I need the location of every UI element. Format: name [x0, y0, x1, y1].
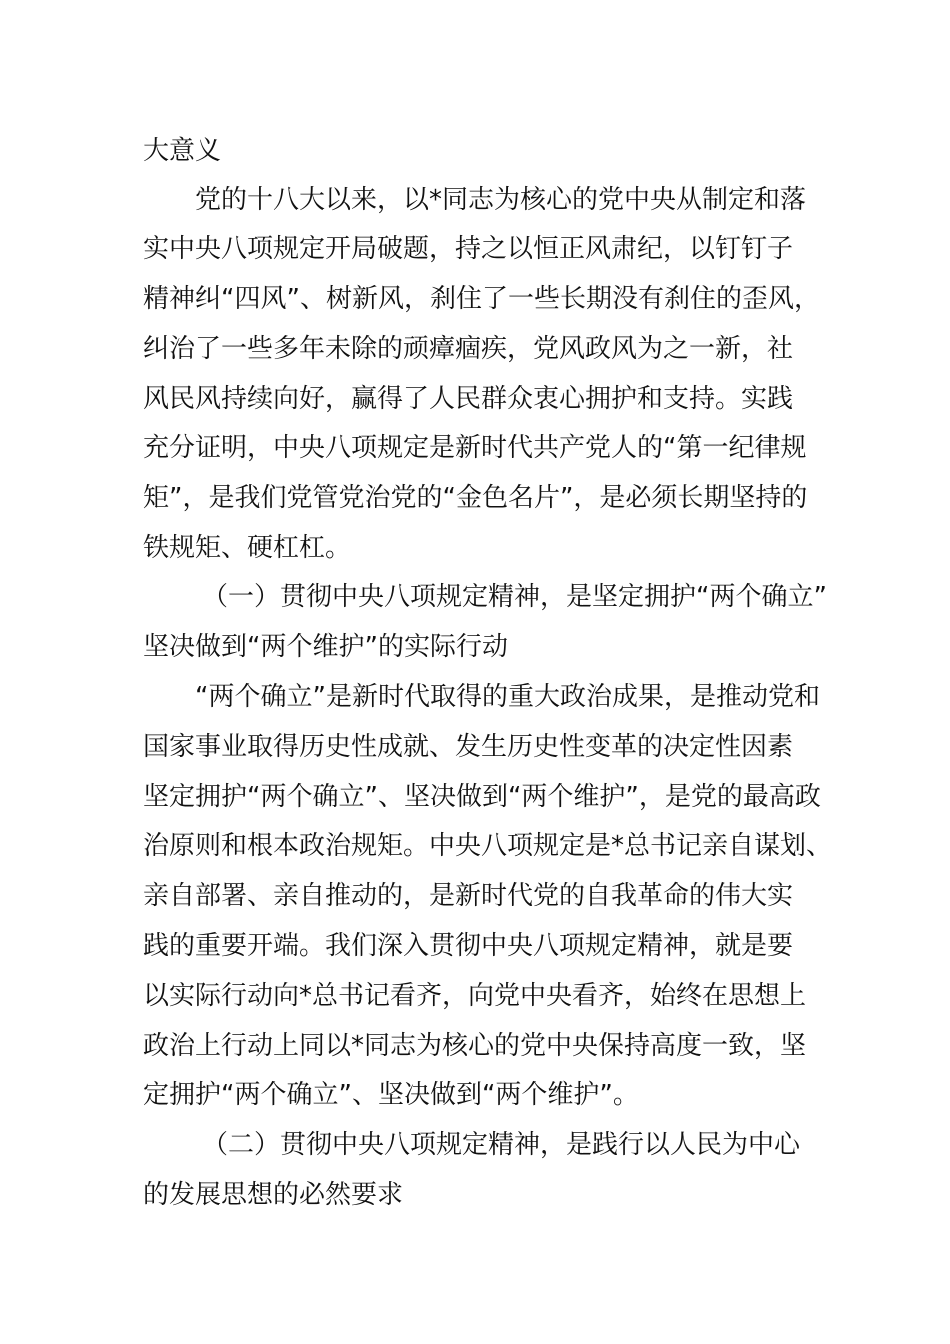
- text-line-9: 铁规矩、硬杠杠。: [143, 533, 352, 563]
- section-heading-2-line-2: 的发展思想的必然要求: [143, 1180, 404, 1210]
- section-heading-1-line-2: 坚决做到“两个维护”的实际行动: [143, 632, 508, 662]
- text-line-13: 国家事业取得历史性成就、发生历史性变革的决定性因素: [143, 732, 794, 762]
- text-line-8: 矩”，是我们党管党治党的“金色名片”，是必须长期坚持的: [143, 483, 808, 513]
- text-line-2: 党的十八大以来，以*同志为核心的党中央从制定和落: [195, 185, 807, 215]
- text-line-16: 亲自部署、亲自推动的，是新时代党的自我革命的伟大实: [143, 881, 794, 911]
- text-line-15: 治原则和根本政治规矩。中央八项规定是*总书记亲自谋划、: [143, 831, 833, 861]
- text-line-6: 风民风持续向好，赢得了人民群众衷心拥护和支持。实践: [143, 384, 794, 414]
- text-line-14: 坚定拥护“两个确立”、坚决做到“两个维护”，是党的最高政: [143, 782, 821, 812]
- text-line-1: 大意义: [143, 136, 222, 166]
- text-line-20: 定拥护“两个确立”、坚决做到“两个维护”。: [143, 1080, 639, 1110]
- text-line-5: 纠治了一些多年未除的顽瘴痼疾，党风政风为之一新，社: [143, 334, 794, 364]
- text-line-17: 践的重要开端。我们深入贯彻中央八项规定精神，就是要: [143, 931, 794, 961]
- text-line-19: 政治上行动上同以*同志为核心的党中央保持高度一致，坚: [143, 1031, 807, 1061]
- text-line-7: 充分证明，中央八项规定是新时代共产党人的“第一纪律规: [143, 433, 807, 463]
- section-heading-2-line-1: （二）贯彻中央八项规定精神，是践行以人民为中心: [202, 1130, 801, 1160]
- text-line-12: “两个确立”是新时代取得的重大政治成果，是推动党和: [195, 682, 820, 712]
- text-line-3: 实中央八项规定开局破题，持之以恒正风肃纪，以钉钉子: [143, 234, 794, 264]
- section-heading-1-line-1: （一）贯彻中央八项规定精神，是坚定拥护“两个确立”: [202, 582, 827, 612]
- text-line-4: 精神纠“四风”、树新风，刹住了一些长期没有刹住的歪风，: [143, 284, 820, 314]
- text-line-18: 以实际行动向*总书记看齐，向党中央看齐，始终在思想上: [143, 981, 807, 1011]
